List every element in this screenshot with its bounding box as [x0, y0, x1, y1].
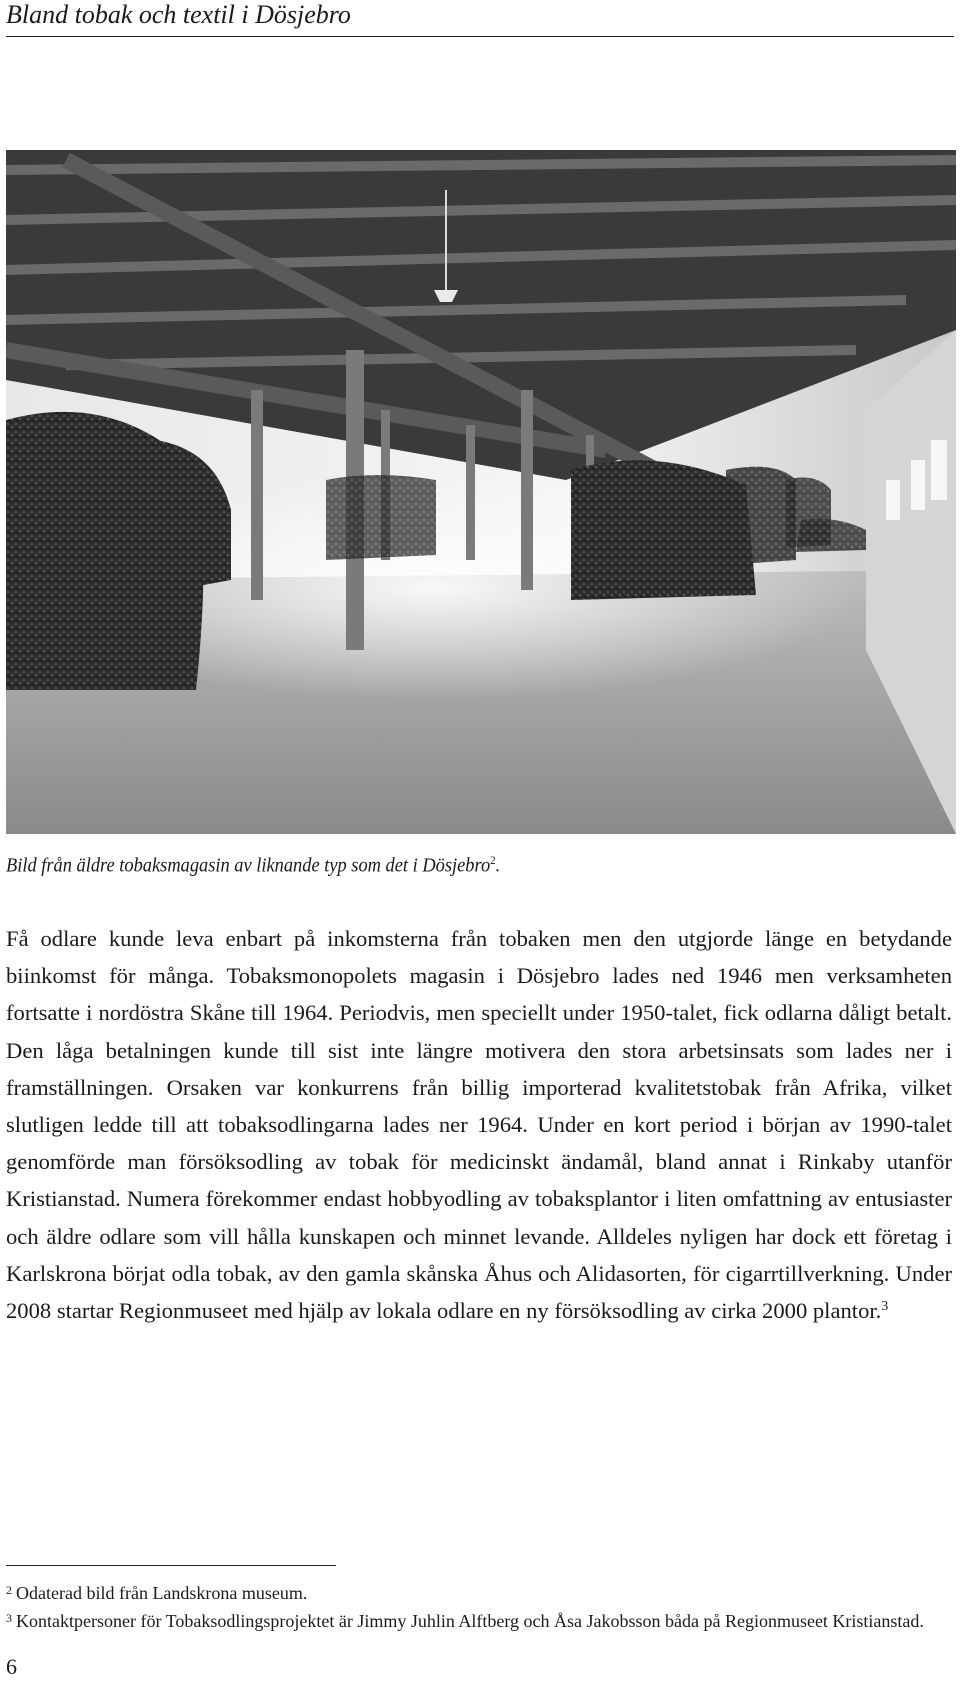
footnote-2 [6, 1578, 952, 1606]
footnote-mark: 2 [6, 1583, 12, 1597]
footnote-text: Kontaktpersoner för Tobaksodlingsprojektet är Jimmy Juhlin Alftberg och Åsa Jakobsson båda på Regionmuseet Kristianstad. [16, 1611, 924, 1631]
footnote-text: Odaterad bild från Landskrona museum. [16, 1583, 308, 1603]
figure-caption [6, 848, 500, 878]
footnotes [6, 1578, 952, 1634]
running-title: Bland tobak och textil i Dösjebro [6, 0, 351, 29]
page-number: 6 [6, 1654, 17, 1679]
body-paragraph [6, 920, 952, 1329]
caption-footnote-ref: 2 [490, 853, 496, 867]
warehouse-photo-illustration [6, 150, 956, 834]
body-text [6, 920, 952, 1329]
warehouse-photo [6, 150, 956, 834]
footnote-mark: 3 [6, 1611, 12, 1625]
body-paragraph-text: Få odlare kunde leva enbart på inkomsterna från tobaken men den utgjorde länge en betydande biinkomst för många. Tobaksmonopolets magasin i Dösjebro lades ned 1946 men verksamheten fortsatte i nordöstra Skåne till 1964. Periodvis, men speciellt under 1950-talet, fick odlarna dåligt betalt. Den låga betalningen kunde till sist inte längre motivera den stora arbetsinsats som lades ner i framställningen. Orsaken var konkurrens från billig importerad kvalitetstobak från Afrika, vilket slutligen ledde till att tobaksodlingarna lades ner 1964. Under en kort period i början av 1990-talet genomförde man försöksodling av tobak för medicinskt ändamål, bland annat i Rinkaby utanför Kristianstad. Numera förekommer endast hobbyodling av tobaksplantor i liten omfattning av entusiaster och äldre odlare som vill hålla kunskapen och minnet levande. Alldeles nyligen har dock ett företag i Karlskrona börjat odla tobak, av den gamla skånska Åhus och Alidasorten, för cigarrtillverkning. Under 2008 startar Regionmuseet med hjälp av lokala odlare en ny försöksodling av cirka 2000 plantor. [6, 926, 952, 1324]
caption-end: . [495, 854, 501, 877]
footnote-3 [6, 1606, 952, 1634]
running-head [6, 0, 954, 37]
caption-text: Bild från äldre tobaksmagasin av liknande typ som det i Dösjebro [6, 854, 491, 877]
body-footnote-ref: 3 [881, 1299, 889, 1315]
footnote-divider [6, 1565, 336, 1566]
